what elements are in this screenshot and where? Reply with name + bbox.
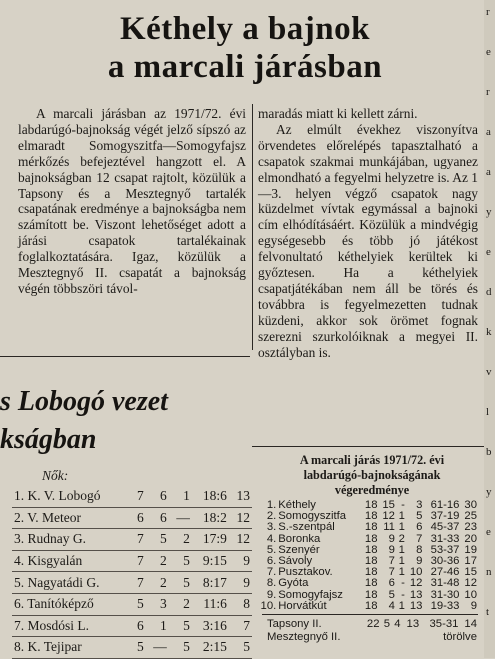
team-name: Gyóta — [278, 577, 309, 590]
stat-cell: 5 — [160, 531, 167, 547]
stat-cell: 14 — [464, 618, 477, 630]
edge-letter: y — [486, 206, 492, 218]
stat-cell: 13 — [406, 618, 420, 630]
stat-cell: 7. — [266, 566, 277, 579]
table-row — [12, 593, 252, 615]
team-name: 1. K. V. Lobogó — [14, 488, 101, 504]
stat-cell: 5 — [388, 588, 395, 601]
stat-cell: 5 — [183, 574, 190, 590]
stat-cell: 10 — [409, 566, 423, 579]
team-name: 5. Nagyatádi G. — [14, 574, 100, 590]
page-edge-strip — [484, 0, 495, 658]
edge-letter: e — [486, 526, 491, 538]
table-row — [12, 550, 252, 572]
lobogo-headline-line1: s Lobogó vezet — [0, 386, 168, 417]
standings-extra-table — [266, 618, 478, 644]
lobogo-headline-line2: kságban — [0, 424, 97, 455]
stat-cell: 18 — [364, 555, 378, 568]
stat-cell: 31-48 — [430, 577, 460, 590]
table-row — [266, 631, 478, 644]
stat-cell: 5 — [136, 596, 144, 612]
stat-cell: 9 — [388, 543, 395, 556]
standings-rule — [262, 614, 478, 615]
headline-line1: Kéthely a bajnok — [119, 11, 371, 47]
edge-letter: r — [486, 6, 490, 18]
stat-cell: 18 — [364, 566, 378, 579]
stat-cell: 3 — [416, 499, 423, 511]
stat-cell: 19-33 — [430, 599, 460, 612]
edge-letter: k — [486, 326, 492, 338]
stat-cell: 15 — [382, 499, 395, 511]
stat-cell: — — [176, 509, 190, 525]
stat-cell: 6. — [266, 555, 277, 568]
stat-cell: 12 — [464, 577, 477, 590]
stat-cell: 45-37 — [430, 521, 460, 534]
team-name: 6. Tanítóképző — [14, 596, 94, 612]
stat-cell: 6 — [136, 509, 144, 525]
edge-letter: b — [486, 446, 492, 458]
table-row — [256, 522, 478, 533]
stat-cell: 53-37 — [430, 543, 460, 556]
team-name: Somogyfajsz — [278, 588, 343, 601]
stat-cell: 5. — [266, 543, 277, 556]
stat-cell: 2. — [266, 510, 277, 523]
stat-cell: 30-36 — [430, 555, 460, 568]
stat-cell: törölve — [443, 631, 477, 643]
stat-cell: 22 — [366, 618, 380, 630]
team-name: Somogyszitfa — [278, 510, 347, 523]
stat-cell: 25 — [464, 510, 477, 523]
stat-cell: 1 — [398, 543, 405, 556]
women-subhead: Nők: — [42, 468, 69, 483]
edge-letter: t — [486, 606, 490, 618]
stat-cell: 5 — [183, 639, 190, 655]
team-name: Sávoly — [278, 555, 313, 568]
stat-cell: 11:6 — [203, 596, 227, 612]
stat-cell: 13 — [236, 488, 250, 504]
standings-title-line: végeredménye — [334, 483, 410, 497]
stat-cell: 4 — [394, 618, 401, 630]
article-paragraph: Az elmúlt évekhez viszonyítva örvendetes előrelépés tapasztalható a csapatok szakmai munkájában, ugyanez elmondható a fegyelmi helyzetre is. Az 1—3. helyen végző csapatok nagy küzdelmet vívtak egymással a bajnoki cím elhódításáért. Közülük a mindvégig egységesebb és több jó játékost felvonultató kéthelyiek kerültek ki győztesen. Ha a kéthelyiek csapatjátékában nem áll be törés és továbbra is fegyelmezetten tudnak küzdeni, akkor sok örömet fognak szerezni szurkolóiknak a megyei II. osztályban is. — [258, 121, 478, 360]
stat-cell: 1. — [266, 499, 277, 511]
stat-cell: 9 — [388, 532, 395, 545]
stat-cell: 1 — [398, 566, 405, 579]
table-row — [266, 618, 478, 631]
stat-cell: 1 — [398, 599, 405, 612]
stat-cell: 12 — [409, 577, 423, 590]
stat-cell: 18 — [364, 521, 378, 534]
table-row — [256, 601, 478, 612]
stat-cell: 18 — [364, 532, 378, 545]
stat-cell: 6 — [136, 617, 144, 633]
stat-cell: - — [401, 577, 405, 590]
table-row — [12, 572, 252, 594]
stat-cell: 13 — [409, 599, 423, 612]
stat-cell: 37-19 — [430, 510, 460, 523]
table-row — [12, 637, 252, 659]
article-paragraph: A marcali járásban az 1971/72. évi labdarúgó-bajnokság végét jelző sípszó az elmaradt Somogyszitfa—Somogyfajsz mérkőzés befejeztével hangzott el. A bajnokságban 12 csapat rajtolt, közülük a Tapsony és a Mesztegnyő tartalék csapatának eredménye a bajnokságba nem számított be. Viszont lehetőséget adott a járási csapatok tartalékainak foglalkoztatására. Igaz, közülük a Mesztegnyő II. csapatát a bajnokság végén többszöri távol- — [18, 106, 246, 296]
stat-cell: 18 — [364, 588, 378, 601]
stat-cell: 8 — [416, 543, 423, 556]
article-right-column — [258, 106, 478, 361]
stat-cell: 5 — [416, 510, 423, 523]
standings-table — [256, 500, 478, 612]
stat-cell: 10. — [260, 599, 277, 612]
edge-letter: e — [486, 46, 491, 58]
stat-cell: 5 — [383, 618, 391, 630]
stat-cell: 9 — [470, 599, 477, 612]
stat-cell: 6 — [160, 509, 167, 525]
stat-cell: 3 — [160, 596, 167, 612]
stat-cell: 6 — [388, 577, 395, 590]
table-row — [12, 615, 252, 637]
team-name: Tapsony II. — [267, 618, 322, 630]
stat-cell: 1 — [398, 510, 405, 523]
stat-cell: 3:16 — [202, 617, 227, 633]
stat-cell: 9 — [243, 553, 250, 569]
stat-cell: 5 — [243, 639, 250, 655]
stat-cell: 19 — [464, 543, 477, 556]
stat-cell: 7 — [388, 555, 395, 568]
stat-cell: 61-16 — [430, 499, 460, 511]
stat-cell: 4 — [388, 599, 395, 612]
team-name: Kéthely — [278, 499, 316, 511]
edge-letter: e — [486, 246, 491, 258]
stat-cell: 2:15 — [202, 639, 227, 655]
stat-cell: 2 — [160, 574, 167, 590]
stat-cell: — — [153, 639, 167, 655]
stat-cell: 18:6 — [202, 488, 227, 504]
team-name: Pusztakov. — [278, 566, 333, 579]
stat-cell: 1 — [398, 521, 405, 534]
team-name: 7. Mosdósi L. — [14, 617, 90, 633]
lobogo-headline — [0, 383, 250, 459]
stat-cell: 31-30 — [430, 588, 460, 601]
headline-line2: a marcali járásban — [107, 49, 383, 85]
edge-letter: n — [486, 566, 492, 578]
stat-cell: 7 — [136, 531, 144, 547]
stat-cell: 2 — [183, 531, 190, 547]
stat-cell: 15 — [464, 566, 477, 579]
team-name: 3. Rudnay G. — [14, 531, 86, 547]
edge-letter: r — [486, 86, 490, 98]
stat-cell: 1 — [183, 488, 190, 504]
stat-cell: 7 — [136, 553, 144, 569]
article-paragraph: maradás miatt ki kellett zárni. — [258, 106, 418, 121]
standings-title-line: A marcali járás 1971/72. évi — [299, 453, 445, 467]
stat-cell: 18 — [364, 543, 378, 556]
edge-letter: v — [486, 366, 492, 378]
headline — [10, 10, 480, 86]
stat-cell: 18 — [364, 599, 378, 612]
stat-cell: 17 — [464, 555, 477, 568]
stat-cell: 18 — [364, 510, 378, 523]
table-row — [256, 578, 478, 589]
team-name: S.-szentpál — [278, 521, 335, 534]
stat-cell: - — [401, 499, 405, 511]
stat-cell: 27-46 — [430, 566, 460, 579]
stat-cell: 18:2 — [202, 509, 227, 525]
stat-cell: 18 — [364, 499, 378, 511]
stat-cell: 2 — [398, 532, 405, 545]
article-left-column — [18, 106, 246, 297]
team-name: 4. Kisgyalán — [14, 553, 83, 569]
section-divider — [0, 356, 250, 357]
stat-cell: - — [401, 588, 405, 601]
stat-cell: 7 — [388, 566, 395, 579]
team-name: 2. V. Meteor — [14, 509, 81, 525]
stat-cell: 18 — [364, 577, 378, 590]
standings-title-line: labdarúgó-bajnokságának — [303, 468, 441, 482]
stat-cell: 31-33 — [430, 532, 460, 545]
edge-letter: y — [486, 486, 492, 498]
stat-cell: 2 — [183, 596, 190, 612]
women-league-table — [12, 486, 252, 659]
stat-cell: 7 — [136, 488, 144, 504]
stat-cell: 2 — [160, 553, 167, 569]
edge-letter: a — [486, 126, 491, 138]
stat-cell: 11 — [383, 521, 395, 534]
stat-cell: 7 — [136, 574, 144, 590]
stat-cell: 7 — [416, 532, 423, 545]
edge-letter: l — [486, 406, 490, 418]
team-name: 8. K. Tejipar — [14, 639, 82, 655]
stat-cell: 23 — [464, 521, 477, 534]
stat-cell: 6 — [160, 488, 167, 504]
team-name: Szenyér — [278, 543, 320, 556]
team-name: Horvátkút — [278, 599, 327, 612]
stat-cell: 6 — [416, 521, 423, 534]
stat-cell: 1 — [398, 555, 405, 568]
stand-divider — [252, 446, 484, 447]
table-row — [12, 486, 252, 507]
stat-cell: 1 — [160, 617, 167, 633]
stat-cell: 10 — [464, 588, 477, 601]
stat-cell: 8. — [266, 577, 277, 590]
stat-cell: 17:9 — [202, 531, 227, 547]
stat-cell: 12 — [382, 510, 395, 523]
stat-cell: 4. — [266, 532, 277, 545]
stat-cell: 9. — [266, 588, 277, 601]
stat-cell: 9 — [416, 555, 423, 568]
stat-cell: 12 — [236, 509, 250, 525]
stat-cell: 7 — [243, 617, 250, 633]
column-divider — [252, 104, 253, 350]
table-row — [12, 529, 252, 551]
stat-cell: 13 — [409, 588, 423, 601]
table-row — [12, 507, 252, 529]
stat-cell: 3. — [266, 521, 277, 534]
stat-cell: 12 — [236, 531, 250, 547]
stat-cell: 5 — [183, 617, 190, 633]
stat-cell: 9 — [243, 574, 250, 590]
team-name: Mesztegnyő II. — [267, 631, 341, 643]
edge-letter: a — [486, 166, 491, 178]
stat-cell: 5 — [136, 639, 144, 655]
team-name: Boronka — [278, 532, 321, 545]
stat-cell: 8:17 — [202, 574, 227, 590]
standings-title — [262, 453, 482, 498]
stat-cell: 20 — [464, 532, 477, 545]
stat-cell: 9:15 — [202, 553, 227, 569]
edge-letter: d — [486, 286, 492, 298]
stat-cell: 30 — [464, 499, 477, 511]
stat-cell: 8 — [243, 596, 250, 612]
stat-cell: 35-31 — [429, 618, 459, 630]
stat-cell: 5 — [183, 553, 190, 569]
